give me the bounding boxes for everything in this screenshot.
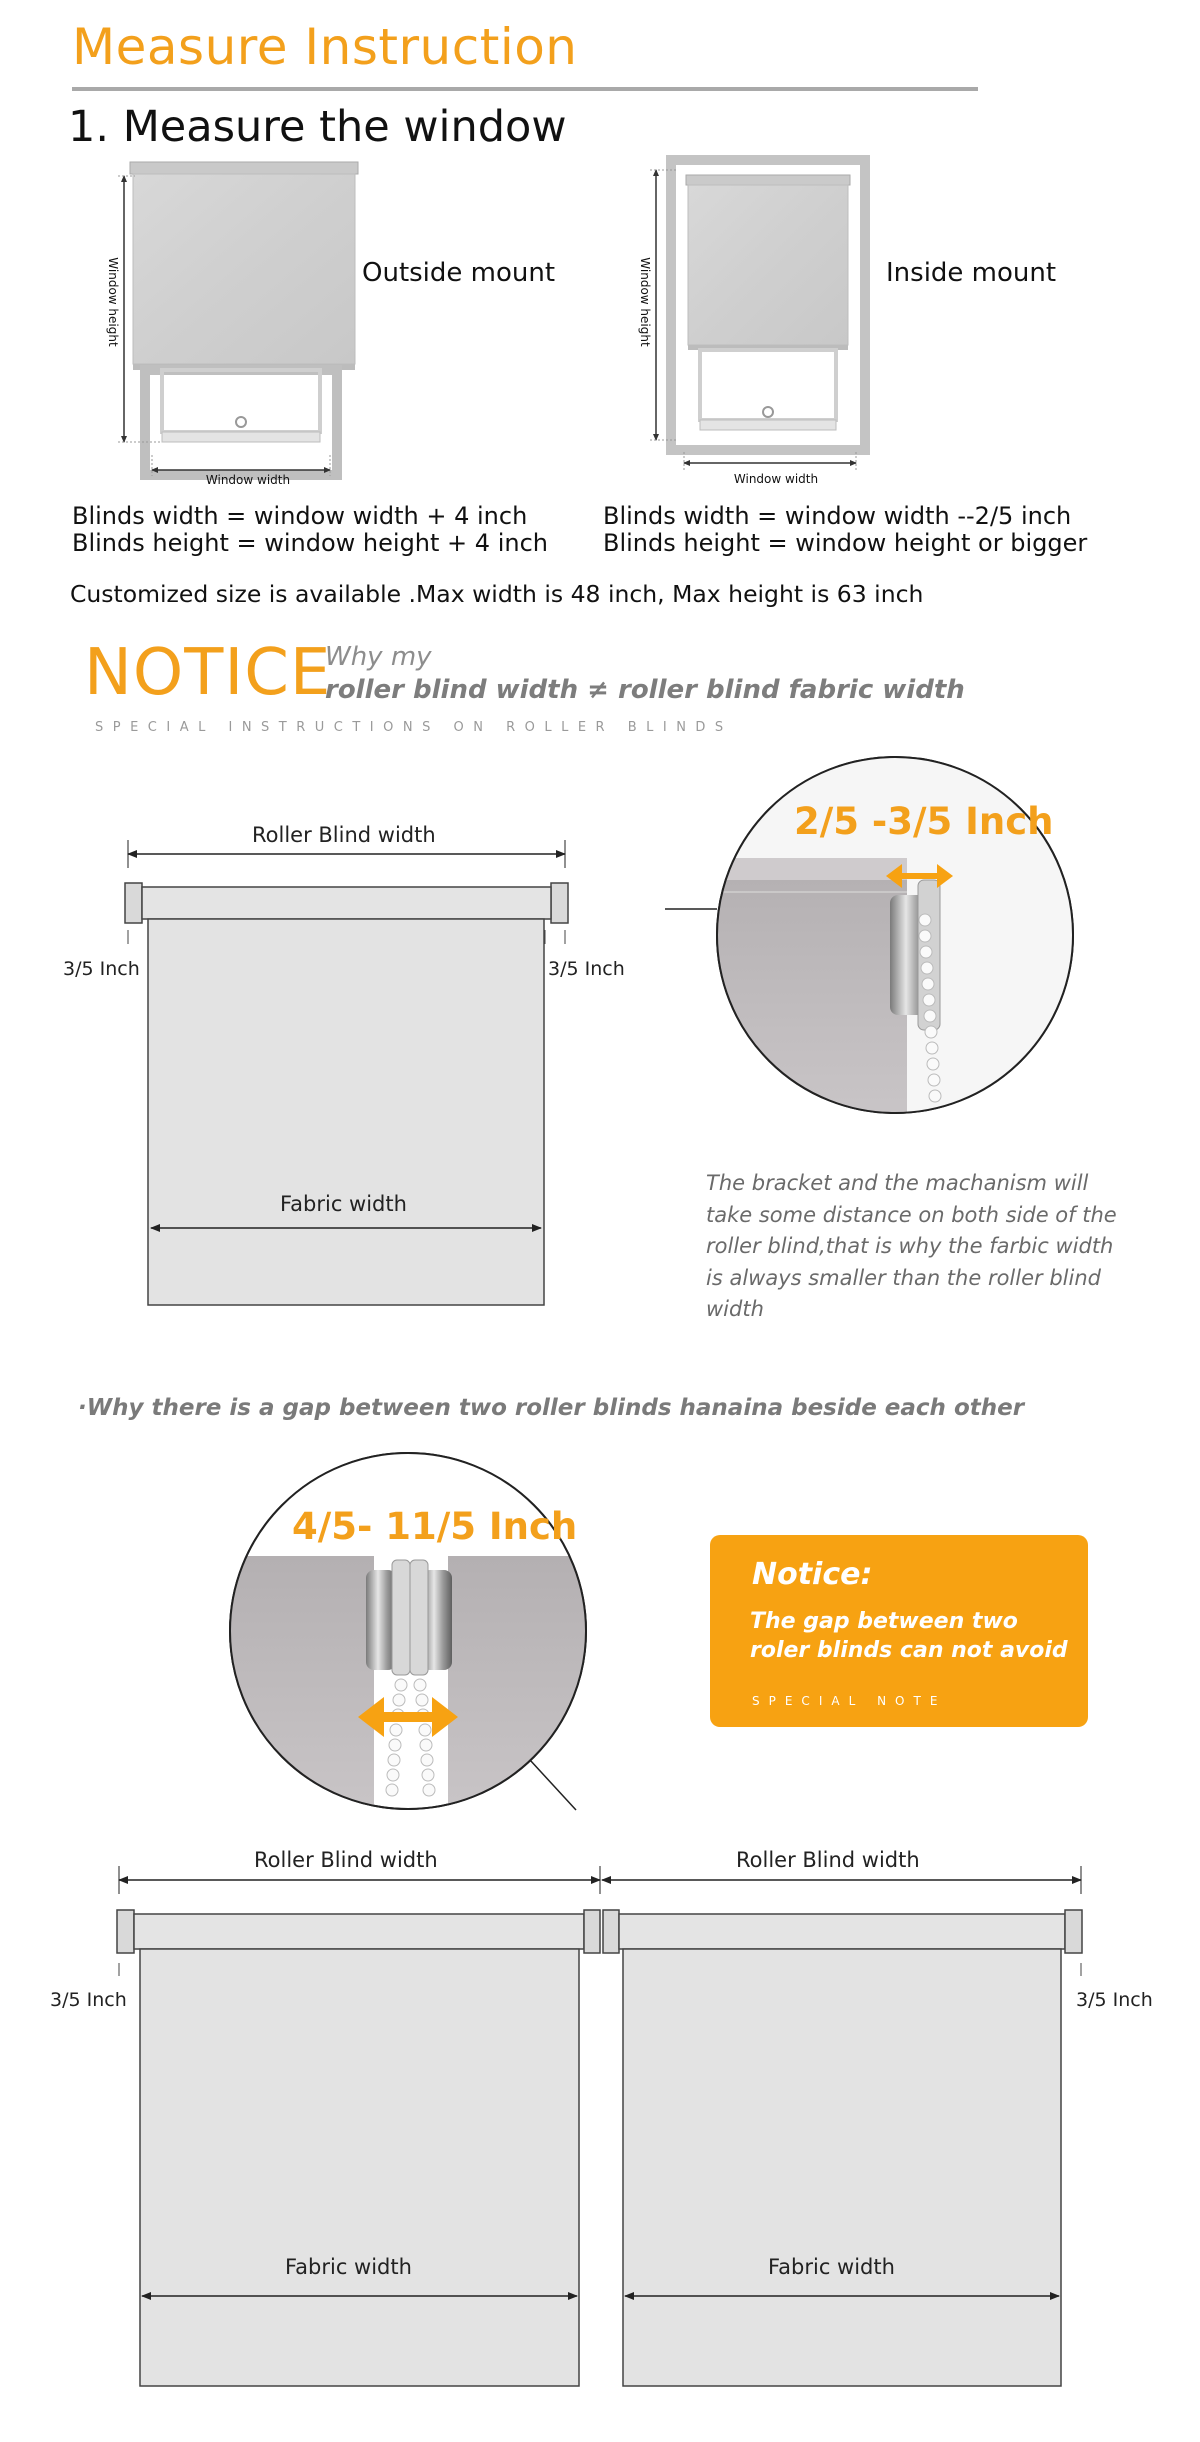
double-right-inch-label: 3/5 Inch	[1076, 1989, 1153, 2011]
outside-mount-illustration	[118, 162, 358, 476]
special-note-box	[710, 1535, 1088, 1727]
notice-special-instructions: SPECIAL INSTRUCTIONS ON ROLLER BLINDS	[95, 720, 733, 735]
special-note-body: The gap between two roler blinds can not avoid	[750, 1609, 1068, 1663]
bracket-explanation: The bracket and the machanism will take some distance on both side of the roller blind,that is why the farbic width is always smaller than the roller blind width	[706, 1171, 1117, 1321]
roller-width-label: Roller Blind width	[252, 823, 436, 847]
custom-size-note: Customized size is available .Max width is 48 inch, Max height is 63 inch	[70, 580, 924, 608]
inside-formula-height: Blinds height = window height or bigger	[603, 529, 1088, 557]
special-note-title: Notice:	[752, 1557, 873, 1592]
left-fabric-width-label: Fabric width	[285, 2255, 412, 2279]
outside-formula-height: Blinds height = window height + 4 inch	[72, 529, 548, 557]
fabric-width-label: Fabric width	[280, 1192, 407, 1216]
bracket-gap-label: 2/5 -3/5 Inch	[794, 800, 1054, 843]
inside-mount-illustration	[650, 160, 865, 470]
outside-width-label: Window width	[205, 473, 291, 487]
special-note-caption: SPECIAL NOTE	[752, 1694, 947, 1708]
right-fabric-width-label: Fabric width	[768, 2255, 895, 2279]
inside-width-label: Window width	[733, 472, 819, 486]
outside-formula-width: Blinds width = window width + 4 inch	[72, 502, 528, 530]
inside-height-label: Window height	[638, 257, 652, 347]
inside-mount-label: Inside mount	[886, 258, 1057, 288]
single-blind-diagram	[125, 840, 717, 1305]
notice-subtitle: roller blind width ≠ roller blind fabric width	[325, 675, 965, 705]
page-title: Measure Instruction	[72, 18, 578, 76]
double-blind-diagram	[117, 1866, 1082, 2386]
gap-question: ·Why there is a gap between two roller blinds hanaina beside each other	[78, 1395, 1025, 1421]
right-roller-width-label: Roller Blind width	[736, 1848, 920, 1872]
section-heading-measure-window: 1. Measure the window	[68, 102, 567, 152]
left-roller-width-label: Roller Blind width	[254, 1848, 438, 1872]
left-inch-label: 3/5 Inch	[63, 958, 140, 980]
outside-height-label: Window height	[106, 257, 120, 347]
gap-measure-label: 4/5- 11/5 Inch	[292, 1505, 578, 1548]
right-inch-label: 3/5 Inch	[548, 958, 625, 980]
outside-mount-label: Outside mount	[362, 258, 556, 288]
notice-why: Why my	[325, 642, 432, 672]
inside-formula-width: Blinds width = window width --2/5 inch	[603, 502, 1072, 530]
notice-heading: NOTICE	[84, 636, 332, 710]
double-left-inch-label: 3/5 Inch	[50, 1989, 127, 2011]
